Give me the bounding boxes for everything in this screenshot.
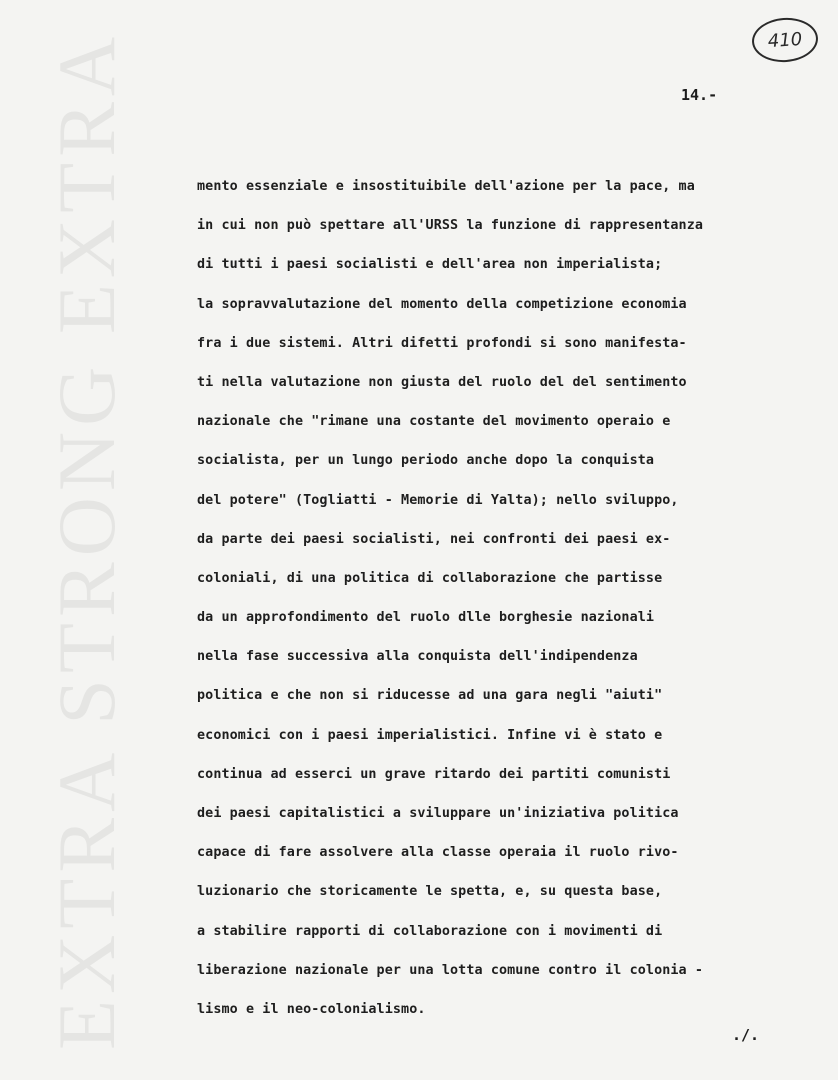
text-line: nella fase successiva alla conquista dell'indipendenza (197, 649, 638, 665)
text-line: ti nella valutazione non giusta del ruolo del del sentimento (197, 374, 687, 390)
text-line: in cui non può spettare all'URSS la funzione di rappresentanza (197, 218, 704, 234)
text-line: nazionale che "rimane una costante del movimento operaio e (197, 414, 671, 430)
text-line: di tutti i paesi socialisti e dell'area non imperialista; (197, 257, 663, 273)
text-line: da un approfondimento del ruolo dlle borghesie nazionali (197, 610, 655, 626)
text-line: politica e che non si riducesse ad una gara negli "aiuti" (197, 688, 663, 704)
text-line: da parte dei paesi socialisti, nei confronti dei paesi ex- (197, 531, 671, 547)
page-number: 14.- (681, 86, 718, 104)
text-line: economici con i paesi imperialistici. Infine vi è stato e (197, 727, 663, 743)
text-line: coloniali, di una politica di collaborazione che partisse (197, 570, 663, 586)
text-line: dei paesi capitalistici a sviluppare un'iniziativa politica (197, 806, 679, 821)
text-line: fra i due sistemi. Altri difetti profondi si sono manifesta- (197, 335, 687, 351)
text-line: la sopravvalutazione del momento della competizione economia (197, 296, 687, 312)
text-line: socialista, per un lungo periodo anche dopo la conquista (197, 453, 655, 469)
text-line: continua ad esserci un grave ritardo dei partiti comunisti (197, 766, 671, 782)
text-line: mento essenziale e insostituibile dell'azione per la pace, ma (197, 179, 695, 194)
body-text (197, 176, 817, 1038)
archive-stamp: 410 (751, 16, 820, 64)
text-line: a stabilire rapporti di collaborazione con i movimenti di (197, 923, 663, 939)
text-line: lismo e il neo-colonialismo. (197, 1001, 426, 1017)
text-line: luzionario che storicamente le spetta, e, su questa base, (197, 884, 663, 900)
paper-watermark: EXTRA STRONG EXTRA (41, 30, 132, 1050)
text-line: liberazione nazionale per una lotta comune contro il colonia - (197, 962, 704, 978)
text-line: capace di fare assolvere alla classe operaia il ruolo rivo- (197, 845, 679, 861)
continuation-mark: ./. (732, 1026, 760, 1044)
text-line: del potere" (Togliatti - Memorie di Yalta); nello sviluppo, (197, 492, 679, 508)
